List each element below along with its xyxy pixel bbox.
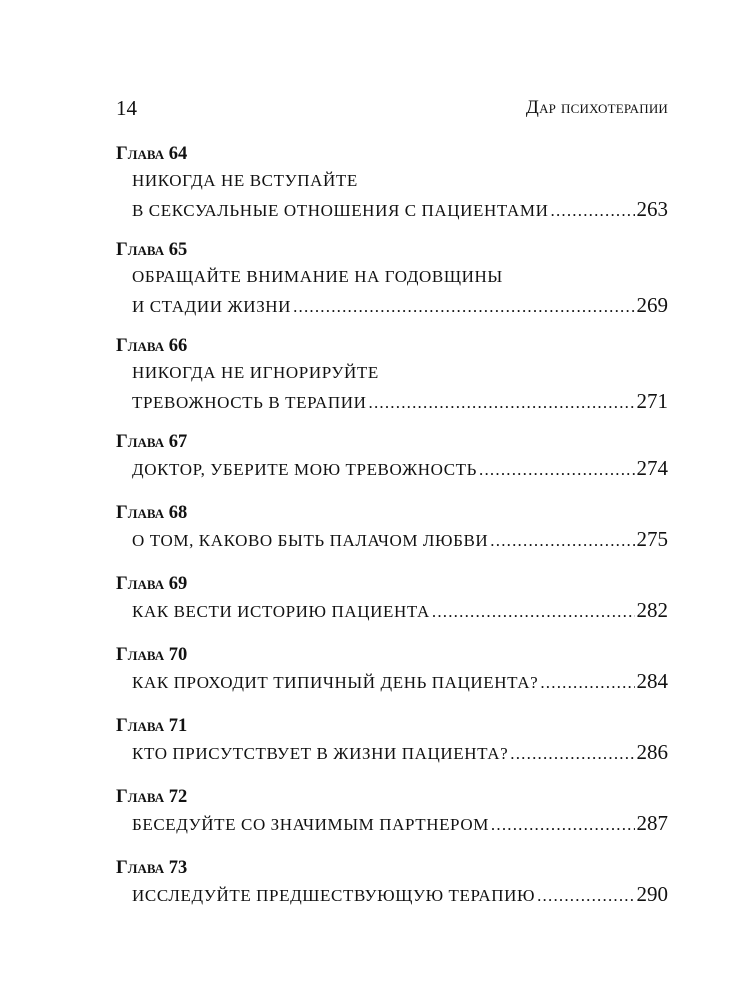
entry-title-row (116, 738, 668, 768)
toc-entry (116, 714, 668, 776)
entry-title-row (116, 291, 668, 321)
toc-entry (116, 572, 668, 634)
dot-leader (510, 739, 634, 768)
page-reference: 263 (636, 197, 668, 221)
chapter-label: Глава 68 (116, 503, 188, 523)
toc-entry (116, 238, 668, 328)
entry-title-line: КАК ВЕСТИ ИСТОРИЮ ПАЦИЕНТА (132, 602, 430, 621)
entry-title-row (116, 454, 668, 484)
page-reference: 290 (636, 882, 668, 906)
entry-title-line: ИССЛЕДУЙТЕ ПРЕДШЕСТВУЮЩУЮ ТЕРАПИЮ (132, 886, 536, 905)
toc-entry (116, 430, 668, 492)
chapter-label: Глава 66 (116, 336, 188, 356)
page-reference: 282 (636, 598, 668, 622)
chapter-label: Глава 64 (116, 144, 188, 164)
entry-title-line: КАК ПРОХОДИТ ТИПИЧНЫЙ ДЕНЬ ПАЦИЕНТА? (132, 673, 539, 692)
toc-entry (116, 142, 668, 232)
entry-title-line: В СЕКСУАЛЬНЫЕ ОТНОШЕНИЯ С ПАЦИЕНТАМИ (132, 201, 549, 220)
entry-title-row (116, 880, 668, 910)
book-title: Дар психотерапии (525, 97, 668, 118)
toc-entry (116, 643, 668, 705)
dot-leader (432, 597, 635, 626)
entry-title-line: БЕСЕДУЙТЕ СО ЗНАЧИМЫМ ПАРТНЕРОМ (132, 815, 489, 834)
dot-leader (369, 388, 635, 417)
dot-leader (293, 292, 634, 321)
entry-title-row (116, 387, 668, 417)
entry-title-line: ТРЕВОЖНОСТЬ В ТЕРАПИИ (132, 393, 367, 412)
toc-entry (116, 334, 668, 424)
entry-title-line: ДОКТОР, УБЕРИТЕ МОЮ ТРЕВОЖНОСТЬ (132, 460, 478, 479)
page-reference: 275 (636, 527, 668, 551)
chapter-label: Глава 67 (116, 432, 188, 452)
dot-leader (479, 455, 634, 484)
page-reference: 274 (636, 456, 668, 480)
entry-title-row (116, 195, 668, 225)
chapter-label: Глава 70 (116, 645, 188, 665)
entry-title-line: И СТАДИИ ЖИЗНИ (132, 297, 292, 316)
entry-title-line: НИКОГДА НЕ ИГНОРИРУЙТЕ (132, 363, 379, 382)
chapter-label: Глава 69 (116, 574, 188, 594)
page-reference: 271 (636, 389, 668, 413)
chapter-label: Глава 72 (116, 787, 188, 807)
entry-title-line: КТО ПРИСУТСТВУЕТ В ЖИЗНИ ПАЦИЕНТА? (132, 744, 509, 763)
chapter-label: Глава 65 (116, 240, 188, 260)
page-reference: 269 (636, 293, 668, 317)
running-header (116, 94, 668, 122)
dot-leader (537, 881, 634, 910)
entry-title-line: О ТОМ, КАКОВО БЫТЬ ПАЛАЧОМ ЛЮБВИ (132, 531, 489, 550)
page-reference: 287 (636, 811, 668, 835)
entry-title-row (116, 667, 668, 697)
dot-leader (490, 526, 634, 555)
toc-entry (116, 856, 668, 918)
entry-title-line: ОБРАЩАЙТЕ ВНИМАНИЕ НА ГОДОВЩИНЫ (132, 267, 503, 286)
table-of-contents (116, 142, 668, 927)
toc-entry (116, 785, 668, 847)
page-reference: 284 (636, 669, 668, 693)
dot-leader (491, 810, 635, 839)
entry-title-row (116, 525, 668, 555)
chapter-label: Глава 73 (116, 858, 188, 878)
page-reference: 286 (636, 740, 668, 764)
chapter-label: Глава 71 (116, 716, 188, 736)
page-number: 14 (116, 96, 137, 120)
toc-entry (116, 501, 668, 563)
dot-leader (540, 668, 634, 697)
dot-leader (551, 196, 635, 225)
entry-title-row (116, 809, 668, 839)
entry-title-row (116, 596, 668, 626)
entry-title-line: НИКОГДА НЕ ВСТУПАЙТЕ (132, 171, 358, 190)
